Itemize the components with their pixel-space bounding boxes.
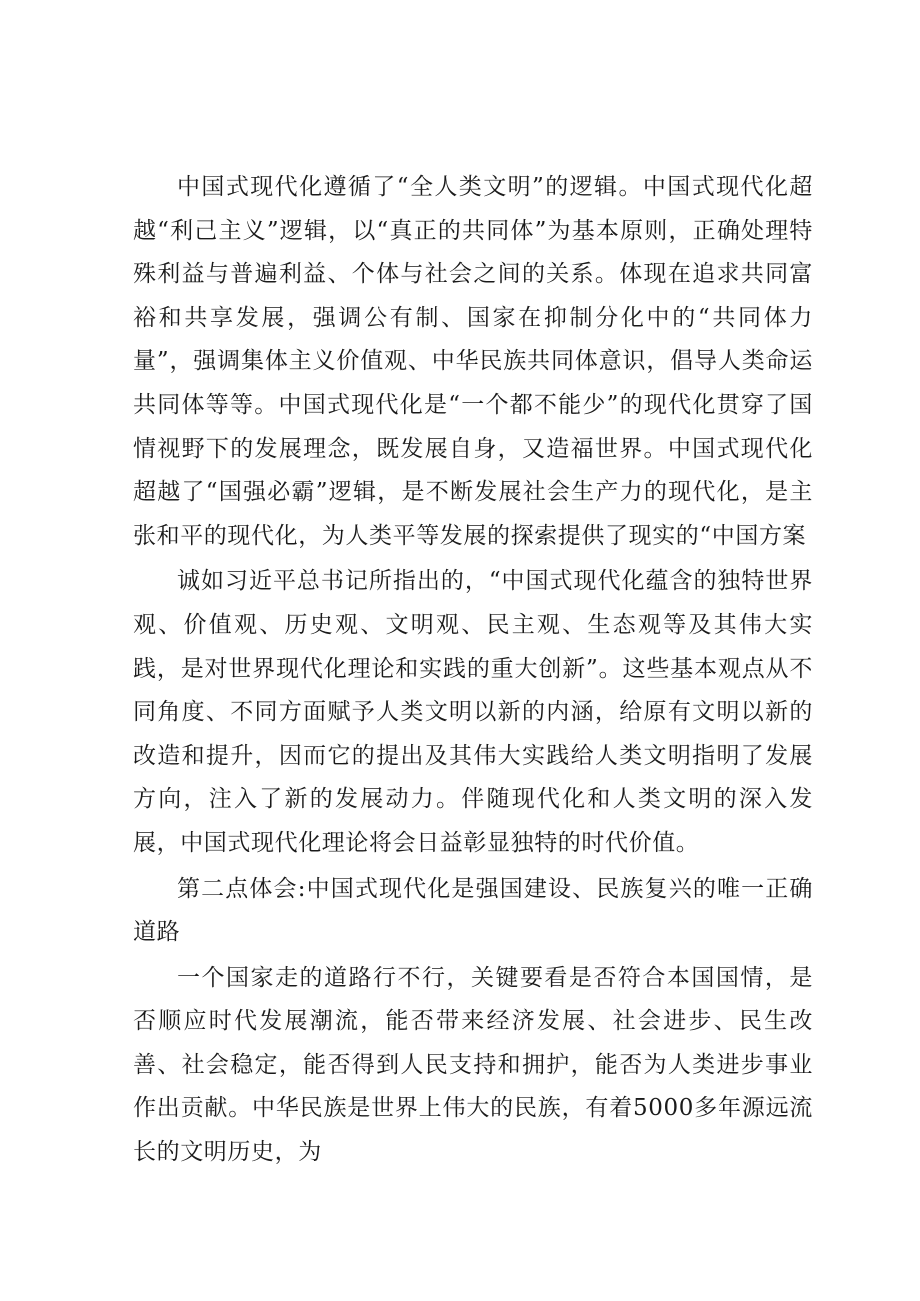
document-body <box>133 166 813 1177</box>
paragraph-xi-quote: 诚如习近平总书记所指出的，“中国式现代化蕴含的独特世界观、价值观、历史观、文明观、民主观、生态观等及其伟大实践，是对世界现代化理论和实践的重大创新”。这些基本观点从不同角度、不同方面赋予人类文明以新的内涵，给原有文明以新的改造和提升，因而它的提出及其伟大实践给人类文明指明了发展方向，注入了新的发展动力。伴随现代化和人类文明的深入发展，中国式现代化理论将会日益彰显独特的时代价值。 <box>133 568 813 856</box>
paragraph-civilization-logic: 中国式现代化遵循了“全人类文明”的逻辑。中国式现代化超越“利己主义”逻辑，以“真正的共同体”为基本原则，正确处理特殊利益与普遍利益、个体与社会之间的关系。体现在追求共同富裕和共享发展，强调公有制、国家在抑制分化中的“共同体力量”，强调集体主义价值观、中华民族共同体意识，倡导人类命运共同体等等。中国式现代化是“一个都不能少”的现代化贯穿了国情视野下的发展理念，既发展自身，又造福世界。中国式现代化超越了“国强必霸”逻辑，是不断发展社会生产力的现代化，是主张和平的现代化，为人类平等发展的探索提供了现实的“中国方案 <box>133 174 813 549</box>
section-heading-second-point: 第二点体会:中国式现代化是强国建设、民族复兴的唯一正确道路 <box>133 875 813 946</box>
paragraph-national-path: 一个国家走的道路行不行，关键要看是否符合本国国情，是否顺应时代发展潮流，能否带来经济发展、社会进步、民生改善、社会稳定，能否得到人民支持和拥护，能否为人类进步事业作出贡献。中华民族是世界上伟大的民族，有着5000多年源远流长的文明历史，为 <box>133 964 813 1166</box>
